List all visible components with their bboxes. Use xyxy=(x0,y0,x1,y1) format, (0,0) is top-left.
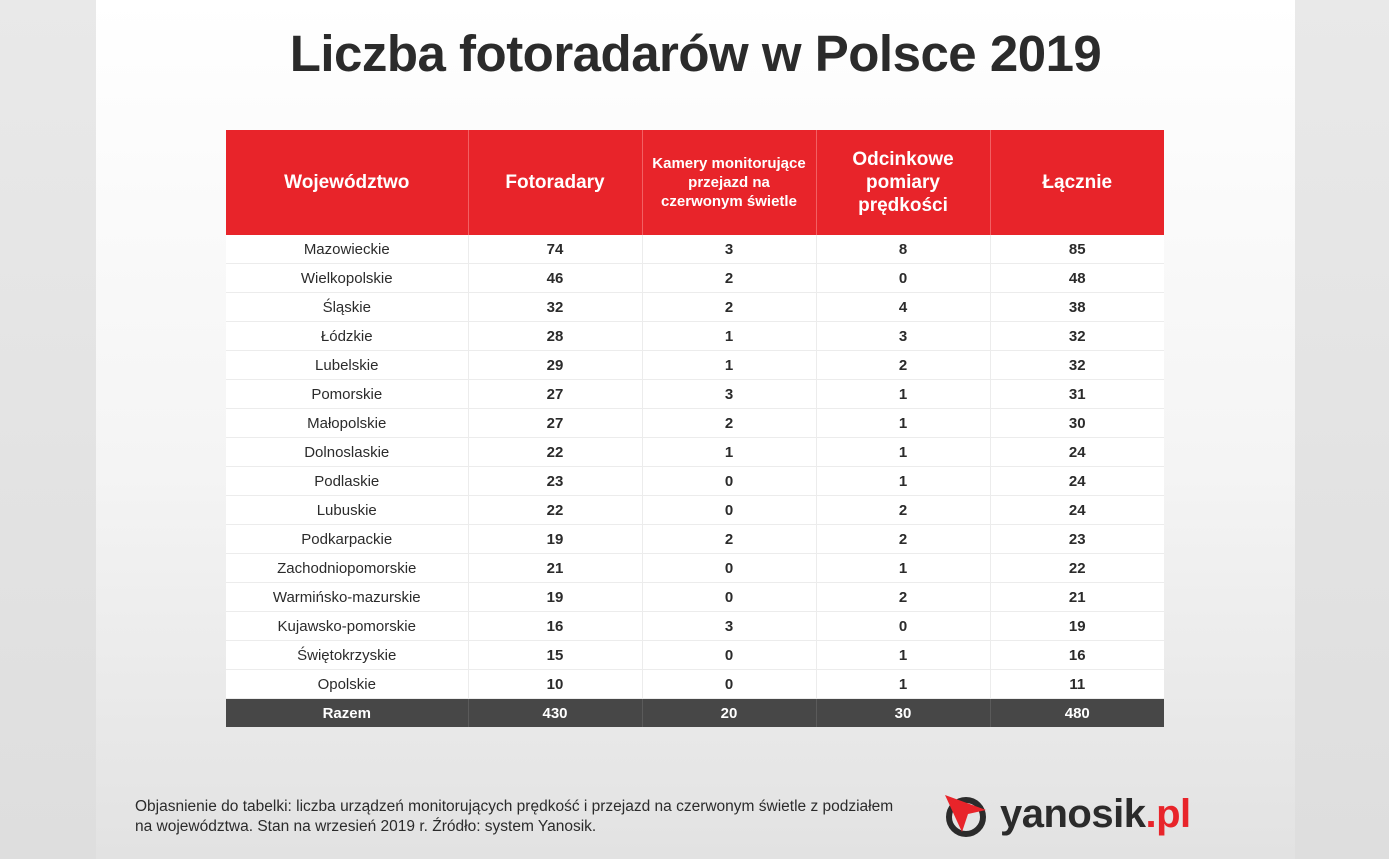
cell-value: 15 xyxy=(468,641,642,670)
cell-value: 1 xyxy=(816,409,990,438)
cell-voivodeship: Śląskie xyxy=(226,293,468,322)
cell-value: 28 xyxy=(468,322,642,351)
cell-voivodeship: Łódzkie xyxy=(226,322,468,351)
cell-value: 23 xyxy=(990,525,1164,554)
cell-value: 1 xyxy=(642,322,816,351)
cell-value: 0 xyxy=(642,496,816,525)
cell-value: 3 xyxy=(642,612,816,641)
cell-value: 22 xyxy=(468,438,642,467)
yanosik-logo[interactable] xyxy=(942,790,1252,842)
cell-voivodeship: Lubelskie xyxy=(226,351,468,380)
cell-value: 16 xyxy=(468,612,642,641)
cell-value: 8 xyxy=(816,235,990,264)
total-all: 480 xyxy=(990,699,1164,728)
cell-value: 1 xyxy=(642,351,816,380)
cell-value: 10 xyxy=(468,670,642,699)
total-section-speed: 30 xyxy=(816,699,990,728)
table-row xyxy=(226,264,1164,293)
table-row xyxy=(226,293,1164,322)
cell-voivodeship: Kujawsko-pomorskie xyxy=(226,612,468,641)
cell-value: 24 xyxy=(990,467,1164,496)
table-row xyxy=(226,670,1164,699)
logo-name: yanosik xyxy=(1000,792,1146,836)
total-speed-cameras: 430 xyxy=(468,699,642,728)
table-row xyxy=(226,322,1164,351)
table-row xyxy=(226,235,1164,264)
cell-value: 2 xyxy=(642,525,816,554)
cell-value: 2 xyxy=(642,264,816,293)
cell-voivodeship: Dolnoslaskie xyxy=(226,438,468,467)
cell-value: 32 xyxy=(990,322,1164,351)
cell-value: 0 xyxy=(642,583,816,612)
table-body xyxy=(226,235,1164,699)
cell-value: 74 xyxy=(468,235,642,264)
total-label: Razem xyxy=(226,699,468,728)
cell-value: 2 xyxy=(816,351,990,380)
cell-value: 16 xyxy=(990,641,1164,670)
cell-value: 0 xyxy=(816,264,990,293)
cell-value: 1 xyxy=(816,554,990,583)
cell-value: 24 xyxy=(990,496,1164,525)
cell-value: 32 xyxy=(468,293,642,322)
page-title: Liczba fotoradarów w Polsce 2019 xyxy=(289,25,1102,82)
cell-value: 27 xyxy=(468,380,642,409)
cell-value: 32 xyxy=(990,351,1164,380)
cell-value: 2 xyxy=(642,293,816,322)
cell-value: 3 xyxy=(642,380,816,409)
cell-value: 1 xyxy=(816,380,990,409)
table-row xyxy=(226,525,1164,554)
cell-value: 27 xyxy=(468,409,642,438)
table-row xyxy=(226,351,1164,380)
right-margin-panel xyxy=(1295,0,1389,859)
cell-value: 2 xyxy=(642,409,816,438)
cell-voivodeship: Podkarpackie xyxy=(226,525,468,554)
cell-value: 1 xyxy=(816,641,990,670)
header-total: Łącznie xyxy=(990,130,1164,235)
cell-value: 0 xyxy=(642,467,816,496)
cell-voivodeship: Mazowieckie xyxy=(226,235,468,264)
cell-value: 38 xyxy=(990,293,1164,322)
cell-value: 1 xyxy=(816,438,990,467)
left-margin-panel xyxy=(0,0,96,859)
header-red-light-cameras: Kamery monitorujące przejazd na czerwonym świetle xyxy=(642,130,816,235)
cell-value: 22 xyxy=(468,496,642,525)
yanosik-logo-icon xyxy=(942,792,990,840)
cell-value: 22 xyxy=(990,554,1164,583)
cell-value: 0 xyxy=(642,554,816,583)
logo-tld: .pl xyxy=(1145,792,1191,836)
cell-value: 0 xyxy=(642,641,816,670)
cell-value: 46 xyxy=(468,264,642,293)
header-speed-cameras: Fotoradary xyxy=(468,130,642,235)
cell-voivodeship: Podlaskie xyxy=(226,467,468,496)
cell-value: 31 xyxy=(990,380,1164,409)
cell-voivodeship: Zachodniopomorskie xyxy=(226,554,468,583)
cell-value: 19 xyxy=(990,612,1164,641)
cell-value: 48 xyxy=(990,264,1164,293)
cell-value: 1 xyxy=(642,438,816,467)
table-row xyxy=(226,612,1164,641)
cell-value: 1 xyxy=(816,670,990,699)
table-row xyxy=(226,496,1164,525)
header-voivodeship: Województwo xyxy=(226,130,468,235)
cell-value: 23 xyxy=(468,467,642,496)
table-header-row xyxy=(226,130,1164,235)
cell-voivodeship: Lubuskie xyxy=(226,496,468,525)
table-row xyxy=(226,467,1164,496)
cell-value: 21 xyxy=(468,554,642,583)
table-row xyxy=(226,554,1164,583)
cell-value: 30 xyxy=(990,409,1164,438)
logo-wordmark xyxy=(1000,790,1191,838)
cell-value: 19 xyxy=(468,525,642,554)
cell-value: 29 xyxy=(468,351,642,380)
total-red-light-cameras: 20 xyxy=(642,699,816,728)
table-row xyxy=(226,380,1164,409)
table-row xyxy=(226,438,1164,467)
cell-value: 0 xyxy=(642,670,816,699)
cell-value: 11 xyxy=(990,670,1164,699)
table-row xyxy=(226,583,1164,612)
cell-voivodeship: Opolskie xyxy=(226,670,468,699)
cell-value: 2 xyxy=(816,525,990,554)
header-section-speed: Odcinkowe pomiary prędkości xyxy=(816,130,990,235)
cell-voivodeship: Pomorskie xyxy=(226,380,468,409)
cell-voivodeship: Świętokrzyskie xyxy=(226,641,468,670)
cell-value: 3 xyxy=(642,235,816,264)
cell-value: 24 xyxy=(990,438,1164,467)
cell-value: 4 xyxy=(816,293,990,322)
table-row xyxy=(226,409,1164,438)
table-row xyxy=(226,641,1164,670)
cell-value: 3 xyxy=(816,322,990,351)
footnote: Objasnienie do tabelki: liczba urządzeń monitorujących prędkość i przejazd na czerwonym świetle z podziałem na województwa. Stan na wrzesień 2019 r. Źródło: system Yanosik. xyxy=(135,798,894,835)
table-total-row xyxy=(226,699,1164,728)
cell-value: 1 xyxy=(816,467,990,496)
cell-value: 2 xyxy=(816,496,990,525)
cell-value: 21 xyxy=(990,583,1164,612)
cell-value: 2 xyxy=(816,583,990,612)
cell-voivodeship: Warmińsko-mazurskie xyxy=(226,583,468,612)
cell-value: 0 xyxy=(816,612,990,641)
speed-camera-table xyxy=(226,130,1164,727)
cell-value: 19 xyxy=(468,583,642,612)
cell-value: 85 xyxy=(990,235,1164,264)
cell-voivodeship: Wielkopolskie xyxy=(226,264,468,293)
cell-voivodeship: Małopolskie xyxy=(226,409,468,438)
